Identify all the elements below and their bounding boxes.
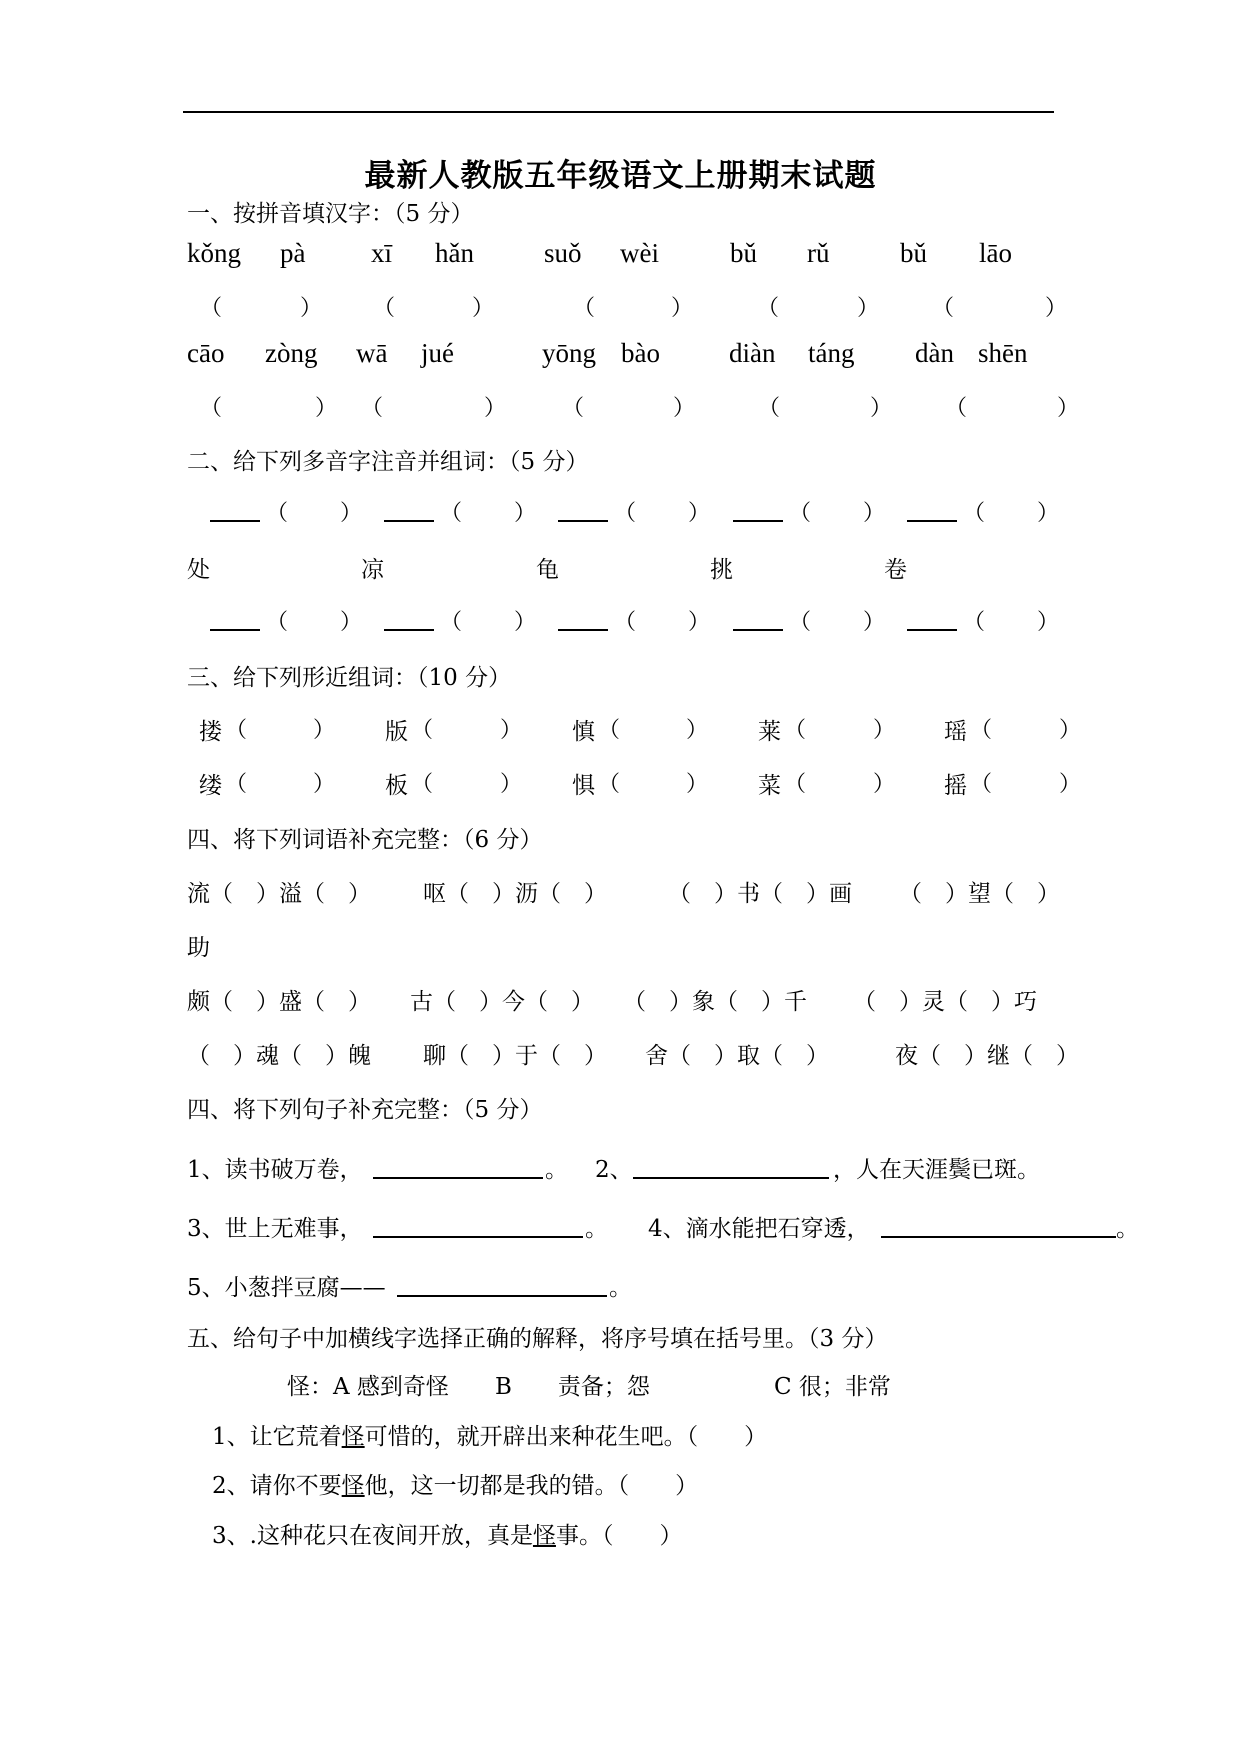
pinyin-blank[interactable]: [384, 520, 434, 522]
sentence-3-suffix: 。: [585, 1216, 608, 1242]
answer-paren-close: ）: [863, 610, 886, 635]
answer-paren-open: （: [373, 296, 396, 321]
answer-paren-close: ）: [873, 718, 896, 743]
polyphone-char: 挑: [710, 557, 733, 583]
answer-paren-open: （: [784, 772, 807, 797]
similar-char: 板: [385, 773, 408, 799]
question-3-underlined-char: 怪: [532, 1523, 556, 1549]
answer-paren-open: （: [440, 610, 463, 635]
similar-char: 摇: [944, 773, 967, 799]
polyphone-char: 龟: [536, 557, 559, 583]
question-2-suffix: 他，这一切都是我的错。（ ）: [364, 1473, 699, 1499]
section-5-heading: 四、将下列句子补充完整：（5 分）: [187, 1097, 543, 1123]
answer-paren-close: ）: [1057, 396, 1080, 421]
pinyin: zòng: [265, 338, 318, 368]
similar-char: 慎: [572, 719, 595, 745]
question-2-prefix: 2、请你不要: [212, 1473, 342, 1499]
polyphone-char: 凉: [361, 557, 384, 583]
pinyin-blank[interactable]: [210, 629, 260, 631]
similar-char: 缕: [199, 773, 222, 799]
question-1: [212, 1418, 767, 1451]
idiom-item: 聊（ ）于（ ）: [423, 1043, 607, 1069]
idiom-item: 舍（ ）取（ ）: [645, 1043, 829, 1069]
meaning-option-c: C 很；非常: [774, 1374, 891, 1400]
section-3-heading: 三、给下列形近组词：（10 分）: [187, 665, 512, 691]
answer-paren-close: ）: [484, 396, 507, 421]
pinyin-blank[interactable]: [558, 629, 608, 631]
answer-paren-open: （: [562, 396, 585, 421]
answer-paren-open: （: [932, 296, 955, 321]
answer-paren-open: （: [440, 501, 463, 526]
answer-paren-close: ）: [340, 501, 363, 526]
pinyin: wā: [356, 338, 388, 368]
pinyin-blank[interactable]: [558, 520, 608, 522]
sentence-2-prefix: 2、: [595, 1157, 633, 1183]
answer-paren-open: （: [970, 772, 993, 797]
answer-paren-open: （: [614, 610, 637, 635]
meaning-option-a: 怪：A 感到奇怪: [287, 1374, 449, 1400]
answer-paren-close: ）: [1059, 772, 1082, 797]
answer-paren-open: （: [963, 501, 986, 526]
answer-paren-close: ）: [688, 501, 711, 526]
idiom-item: （ ）书（ ）画: [668, 881, 852, 907]
similar-char: 瑶: [944, 719, 967, 745]
pinyin: rǔ: [807, 238, 830, 268]
polyphone-char: 卷: [884, 557, 907, 583]
answer-paren-open: （: [266, 501, 289, 526]
answer-paren-close: ）: [1037, 610, 1060, 635]
pinyin: bào: [621, 338, 660, 368]
similar-char: 莱: [758, 719, 781, 745]
answer-paren-close: ）: [500, 718, 523, 743]
idiom-item: 呕（ ）沥（ ）: [423, 881, 607, 907]
idiom-item: （ ）灵（ ）巧: [853, 989, 1037, 1015]
pinyin-blank[interactable]: [907, 629, 957, 631]
page-title: 最新人教版五年级语文上册期末试题: [364, 158, 877, 194]
section-2-heading: 二、给下列多音字注音并组词：（5 分）: [187, 449, 589, 475]
pinyin: cāo: [187, 338, 225, 368]
answer-paren-open: （: [200, 296, 223, 321]
sentence-1-suffix: 。: [545, 1157, 568, 1183]
answer-paren-close: ）: [671, 296, 694, 321]
pinyin-blank[interactable]: [907, 520, 957, 522]
answer-paren-open: （: [200, 396, 223, 421]
pinyin: diàn: [729, 338, 776, 368]
answer-paren-open: （: [266, 610, 289, 635]
sentence-5-blank[interactable]: [397, 1295, 607, 1297]
sentence-4-blank[interactable]: [881, 1236, 1116, 1238]
answer-paren-open: （: [411, 772, 434, 797]
sentence-3-prefix: 3、世上无难事，: [187, 1216, 363, 1242]
answer-paren-close: ）: [340, 610, 363, 635]
answer-paren-open: （: [789, 610, 812, 635]
answer-paren-open: （: [789, 501, 812, 526]
pinyin: táng: [808, 338, 855, 368]
answer-paren-close: ）: [686, 772, 709, 797]
sentence-2-suffix: ，人在天涯鬓已斑。: [833, 1157, 1040, 1183]
answer-paren-close: ）: [472, 296, 495, 321]
answer-paren-open: （: [573, 296, 596, 321]
answer-paren-close: ）: [688, 610, 711, 635]
question-2-underlined-char: 怪: [341, 1473, 365, 1499]
answer-paren-open: （: [757, 296, 780, 321]
answer-paren-open: （: [411, 718, 434, 743]
sentence-5-prefix: 5、小葱拌豆腐——: [187, 1275, 386, 1301]
idiom-item: （ ）望（ ）: [899, 881, 1060, 907]
answer-paren-close: ）: [315, 396, 338, 421]
answer-paren-open: （: [963, 610, 986, 635]
answer-paren-close: ）: [870, 396, 893, 421]
pinyin: jué: [421, 338, 454, 368]
idiom-item: 古（ ）今（ ）: [410, 989, 594, 1015]
question-3-suffix: 事。（ ）: [555, 1523, 683, 1549]
question-3: [212, 1517, 682, 1550]
pinyin: shēn: [978, 338, 1028, 368]
answer-paren-close: ）: [313, 718, 336, 743]
pinyin: suǒ: [544, 238, 582, 268]
question-1-prefix: 1、让它荒着: [212, 1424, 342, 1450]
question-1-suffix: 可惜的，就开辟出来种花生吧。（ ）: [364, 1424, 768, 1450]
answer-paren-open: （: [361, 396, 384, 421]
section-6-heading: 五、给句子中加横线字选择正确的解释，将序号填在括号里。（3 分）: [187, 1326, 888, 1352]
idiom-item: （ ）魂（ ）魄: [187, 1043, 371, 1069]
answer-paren-open: （: [758, 396, 781, 421]
similar-char: 搂: [199, 719, 222, 745]
answer-paren-open: （: [945, 396, 968, 421]
similar-char: 惧: [572, 773, 595, 799]
pinyin: kǒng: [187, 238, 241, 268]
sentence-1-blank[interactable]: [373, 1177, 543, 1179]
answer-paren-close: ）: [1059, 718, 1082, 743]
pinyin: dàn: [915, 338, 954, 368]
answer-paren-close: ）: [514, 501, 537, 526]
answer-paren-close: ）: [857, 296, 880, 321]
similar-char: 版: [385, 719, 408, 745]
answer-paren-open: （: [598, 772, 621, 797]
sentence-4-prefix: 4、滴水能把石穿透，: [648, 1216, 870, 1242]
question-2: [212, 1467, 698, 1500]
idiom-item: 夜（ ）继（ ）: [895, 1043, 1079, 1069]
sentence-4-suffix: 。: [1116, 1216, 1139, 1242]
answer-paren-close: ）: [313, 772, 336, 797]
sentence-5-suffix: 。: [609, 1275, 632, 1301]
meaning-option-b: B 责备；怨: [495, 1374, 650, 1400]
pinyin: wèi: [620, 238, 659, 268]
sentence-2-blank[interactable]: [633, 1177, 829, 1179]
answer-paren-open: （: [614, 501, 637, 526]
answer-paren-close: ）: [1037, 501, 1060, 526]
answer-paren-close: ）: [873, 772, 896, 797]
answer-paren-close: ）: [673, 396, 696, 421]
similar-char: 菜: [758, 773, 781, 799]
answer-paren-open: （: [225, 718, 248, 743]
polyphone-char: 处: [187, 557, 210, 583]
pinyin: lāo: [979, 238, 1012, 268]
section-1-heading: 一、按拼音填汉字：（5 分）: [187, 201, 474, 227]
question-1-underlined-char: 怪: [341, 1424, 365, 1450]
pinyin: pà: [280, 238, 306, 268]
question-3-prefix: 3、.这种花只在夜间开放，真是: [212, 1523, 533, 1549]
pinyin: xī: [371, 238, 393, 268]
pinyin: hǎn: [435, 238, 474, 268]
answer-paren-close: ）: [500, 772, 523, 797]
pinyin: bǔ: [900, 238, 927, 268]
idiom-item: （ ）象（ ）千: [623, 989, 807, 1015]
answer-paren-close: ）: [1045, 296, 1068, 321]
answer-paren-open: （: [598, 718, 621, 743]
pinyin-blank[interactable]: [733, 520, 783, 522]
answer-paren-close: ）: [863, 501, 886, 526]
pinyin-blank[interactable]: [210, 520, 260, 522]
answer-paren-close: ）: [514, 610, 537, 635]
answer-paren-close: ）: [686, 718, 709, 743]
pinyin-blank[interactable]: [384, 629, 434, 631]
pinyin-blank[interactable]: [733, 629, 783, 631]
pinyin: bǔ: [730, 238, 757, 268]
sentence-3-blank[interactable]: [373, 1236, 583, 1238]
section-4-heading: 四、将下列词语补充完整：（6 分）: [187, 827, 543, 853]
idiom-item: 颇（ ）盛（ ）: [187, 989, 371, 1015]
sentence-1-prefix: 1、读书破万卷，: [187, 1157, 363, 1183]
idiom-item: 流（ ）溢（ ）: [187, 881, 371, 907]
answer-paren-open: （: [970, 718, 993, 743]
answer-paren-open: （: [784, 718, 807, 743]
answer-paren-open: （: [225, 772, 248, 797]
pinyin: yōng: [542, 338, 596, 368]
header-rule: [183, 111, 1054, 113]
idiom-item-wrap: 助: [187, 935, 210, 961]
answer-paren-close: ）: [300, 296, 323, 321]
